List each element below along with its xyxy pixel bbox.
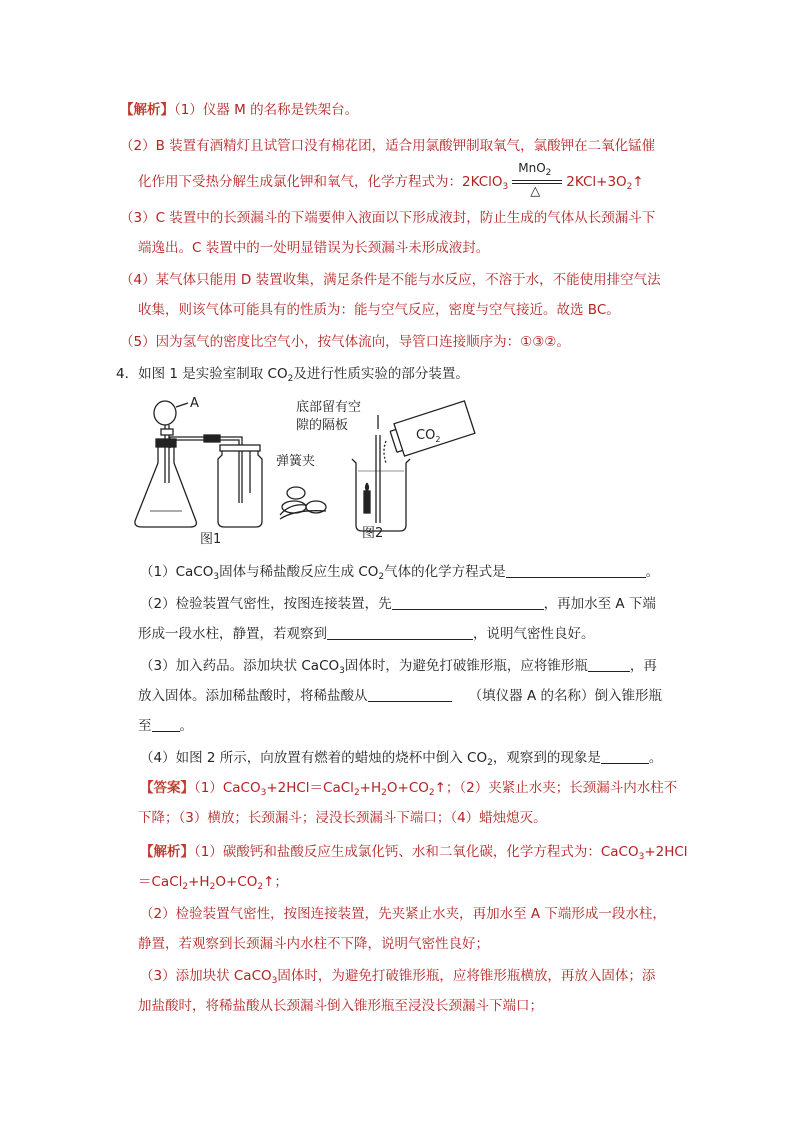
answer-blank[interactable]	[506, 563, 646, 578]
label-co2: $CO_2$	[416, 428, 441, 444]
q3-line-2: 放入固体。添加稀盐酸时，将稀盐酸从 （填仪器 A 的名称）倒入锥形瓶	[138, 688, 662, 704]
gas-bottle	[218, 447, 262, 527]
answer-tag: 【答案】	[140, 780, 194, 796]
analysis-prev-line-3	[138, 161, 644, 199]
beaker	[352, 459, 410, 531]
analysis-prev-line-5: 端逸出。C 装置中的一处明显错误为长颈漏斗未形成液封。	[138, 240, 490, 256]
analysis-text: 化作用下受热分解生成氯化钾和氧气，化学方程式为：	[138, 174, 462, 190]
answer-blank[interactable]	[588, 657, 630, 672]
funnel-bulb	[154, 401, 176, 425]
q4-line: （4）如图 2 所示，向放置有燃着的蜡烛的烧杯中倒入 $CO_2$，观察到的现象是 。	[140, 750, 663, 768]
q3-line-1: （3）加入药品。添加块状 CaCO$_3$固体时，为避免打破锥形瓶，应将锥形瓶 ，再	[140, 658, 657, 676]
spring-clip	[280, 487, 326, 519]
equation-left: 2KClO$_3$	[462, 174, 509, 192]
analysis-prev-line-4: （3）C 装置中的长颈漏斗的下端要伸入液面以下形成液封，防止生成的气体从长颈漏斗下	[120, 210, 656, 226]
analysis-line-3: （2）检验装置气密性，按图连接装置，先夹紧止水夹，再加水至 A 下端形成一段水柱，	[140, 906, 666, 922]
apparatus-figure	[130, 393, 480, 545]
analysis-prev-line-2	[120, 136, 655, 156]
answer-blank[interactable]	[601, 749, 649, 764]
analysis-prev-line-7: 收集，则该气体可能具有的性质为：能与空气反应，密度与空气接近。故选 BC。	[138, 302, 620, 318]
caption-figure-2: 图2	[362, 526, 384, 541]
q3-line-3: 至 。	[138, 718, 193, 734]
equation-right: $2KCl+3O_2↑$	[566, 174, 644, 192]
answer-line-1: 【答案】$(1)CaCO_3+2HCl=CaCl_2+H_2O+CO_2↑$；（2）夹紧止水夹；长颈漏斗内水柱不	[140, 780, 678, 798]
label-a-leader	[176, 403, 188, 407]
label-a: A	[190, 396, 199, 411]
analysis-line-4: 静置，若观察到长颈漏斗内水柱不下降，说明气密性良好；	[138, 936, 489, 952]
answer-line-2: 下降；（3）横放；长颈漏斗；浸没长颈漏斗下端口；（4）蜡烛熄灭。	[138, 810, 547, 826]
answer-blank[interactable]	[327, 625, 473, 640]
label-partition-2: 隙的隔板	[296, 418, 349, 433]
q1-line: （1）CaCO$_3$固体与稀盐酸反应生成 $CO_2$气体的化学方程式是 。	[140, 564, 660, 582]
caption-figure-1: 图1	[200, 532, 222, 545]
analysis-line-6: 加盐酸时，将稀盐酸从长颈漏斗倒入锥形瓶至浸没长颈漏斗下端口；	[138, 998, 543, 1014]
q2-line-2: 形成一段水柱，静置，若观察到 ，说明气密性良好。	[138, 626, 595, 642]
analysis-tag: 【解析】	[140, 844, 194, 860]
apparatus-drawing	[130, 393, 480, 545]
candle	[364, 491, 370, 513]
analysis-text: （2）B 装置有酒精灯且试管口没有棉花团，适合用氯酸钾制取氧气，氯酸钾在二氧化锰催	[120, 138, 656, 154]
analysis-text: （1）仪器 M 的名称是铁架台。	[174, 102, 359, 118]
analysis-line-5: （3）添加块状 CaCO$_3$固体时，为避免打破锥形瓶，应将锥形瓶横放，再放入固体；添	[140, 968, 656, 986]
analysis-line-2: $=CaCl_2+H_2O+CO_2↑$；	[138, 874, 288, 892]
analysis-prev-line-1	[120, 100, 358, 120]
label-partition-1: 底部留有空	[296, 400, 362, 415]
answer-blank[interactable]	[368, 687, 452, 702]
analysis-prev-line-8: （5）因为氢气的密度比空气小，按气体流向，导管口连接顺序为：①③②。	[120, 334, 570, 350]
label-spring-clip: 弹簧夹	[276, 454, 316, 469]
answer-blank[interactable]	[392, 595, 544, 610]
analysis-line-1: 【解析】（1）碳酸钙和盐酸反应生成氯化钙、水和二氧化碳，化学方程式为：CaCO$_3$+2HCl	[140, 844, 688, 862]
q2-line-1: （2）检验装置气密性，按图连接装置，先 ，再加水至 A 下端	[140, 596, 656, 612]
question-stem: 4．如图 1 是实验室制取 $CO_2$及进行性质实验的部分装置。	[116, 366, 469, 384]
answer-blank[interactable]	[152, 717, 180, 732]
equation-condition: MnO$_2$ △	[508, 172, 566, 192]
analysis-tag: 【解析】	[120, 102, 174, 118]
analysis-prev-line-6: （4）某气体只能用 D 装置收集，满足条件是不能与水反应，不溶于水，不能使用排空气法	[120, 272, 661, 288]
